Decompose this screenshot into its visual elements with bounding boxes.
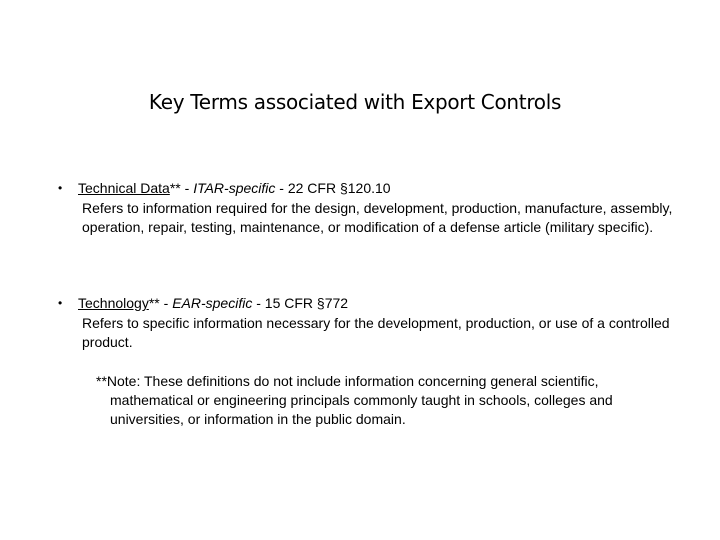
bullet-icon: • bbox=[58, 181, 63, 195]
bullet-icon: • bbox=[58, 296, 63, 310]
term-citation: 15 CFR §772 bbox=[264, 295, 349, 311]
term-separator: - bbox=[159, 295, 173, 311]
term-separator: - bbox=[275, 180, 288, 196]
term-item-technical-data bbox=[58, 179, 678, 238]
term-heading bbox=[58, 294, 678, 314]
term-heading bbox=[58, 179, 678, 199]
term-regulation-tag: ITAR-specific bbox=[193, 180, 276, 196]
term-marker: ** bbox=[169, 180, 181, 196]
slide-title: Key Terms associated with Export Controls bbox=[148, 90, 562, 114]
term-description: Refers to specific information necessary for the development, production, or use of a controlled product. bbox=[82, 314, 670, 350]
term-citation: 22 CFR §120.10 bbox=[287, 180, 391, 196]
term-description: Refers to information required for the design, development, production, manufacture, assembly, operation, repair, testing, maintenance, or modification of a defense article (military specific). bbox=[82, 199, 673, 235]
term-regulation-tag: EAR-specific bbox=[172, 295, 253, 311]
term-item-technology bbox=[58, 294, 678, 353]
term-name: Technical Data bbox=[78, 180, 170, 196]
term-separator: - bbox=[180, 180, 194, 196]
term-name: Technology bbox=[78, 295, 149, 311]
definitions-note: **Note: These definitions do not include information concerning general scientific, mathematical or engineering principals commonly taught in schools, colleges and universities, or information in the public domain. bbox=[96, 373, 613, 427]
term-marker: ** bbox=[148, 295, 160, 311]
term-separator: - bbox=[252, 295, 265, 311]
